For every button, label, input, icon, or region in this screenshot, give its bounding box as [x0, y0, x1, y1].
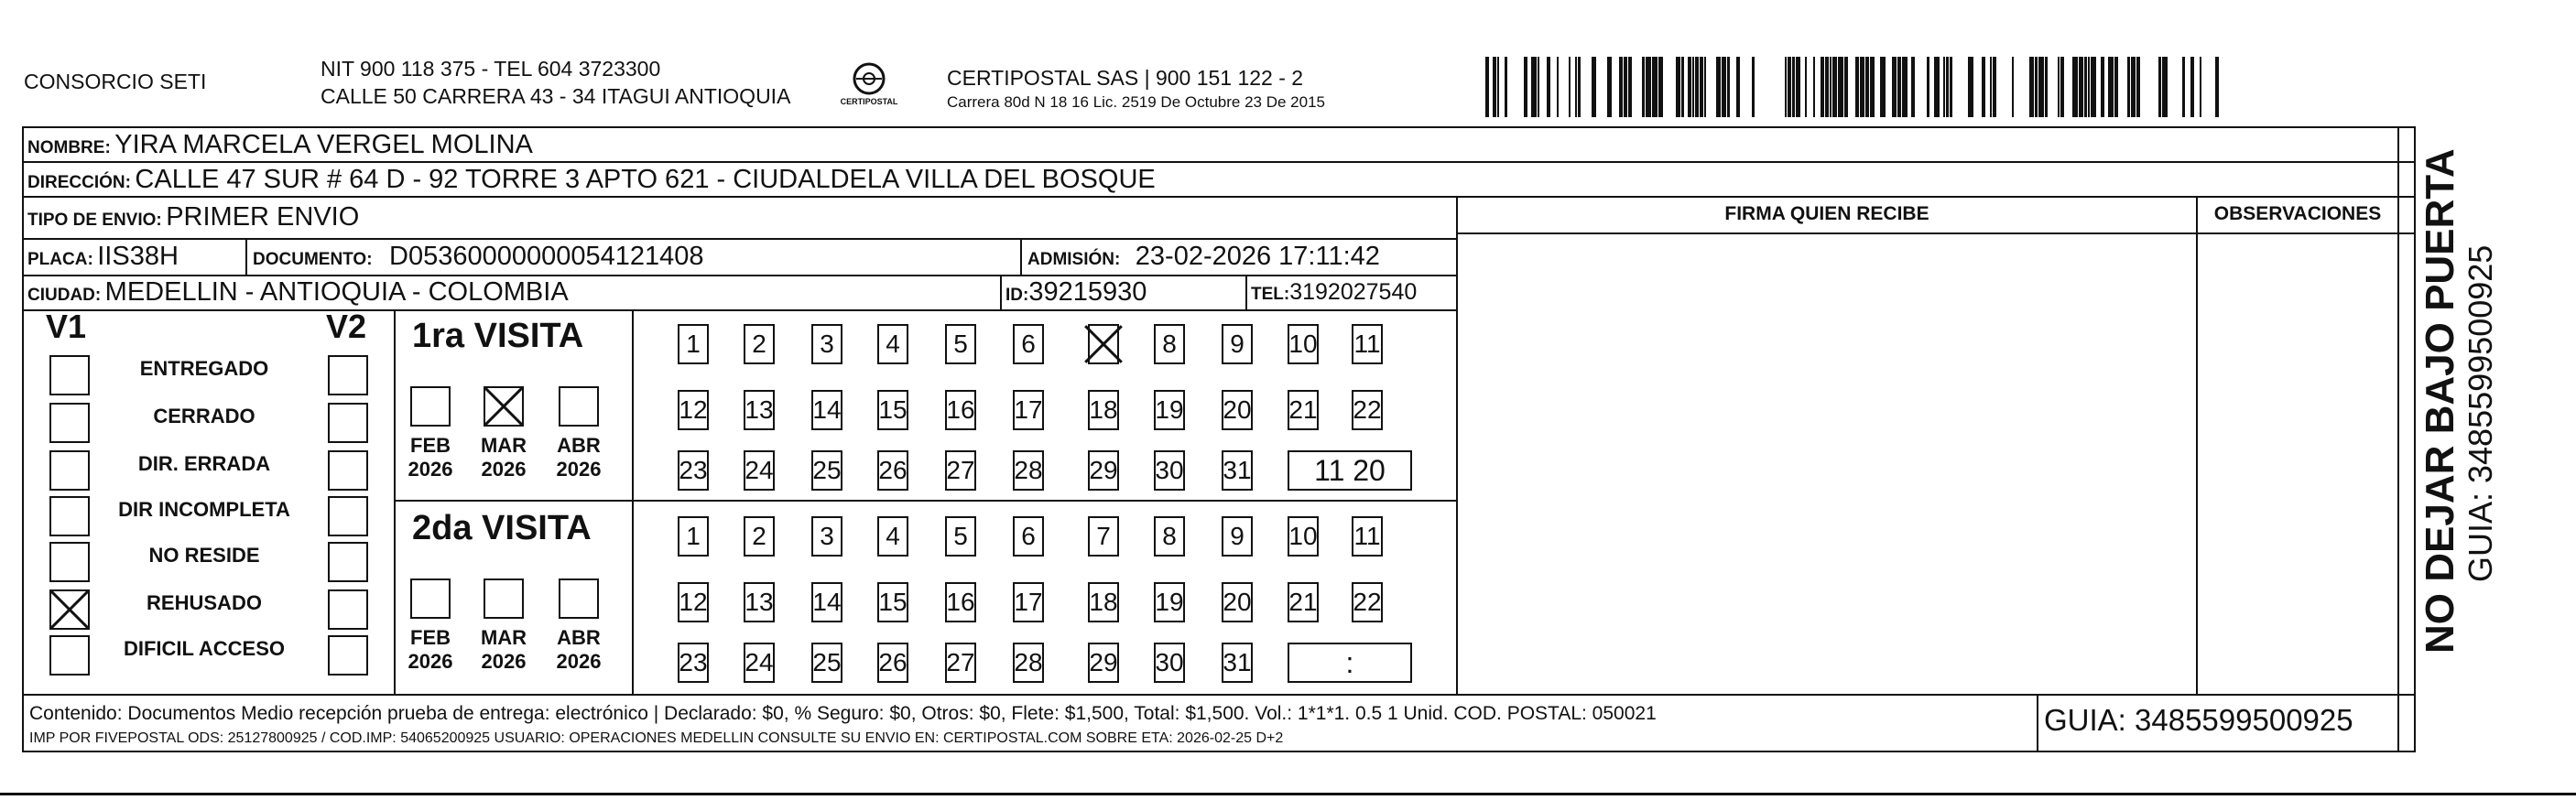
visit-2-day-9[interactable]: 9: [1222, 516, 1253, 557]
visit-1-day-23[interactable]: 23: [678, 450, 709, 491]
visit-2-day-20[interactable]: 20: [1222, 582, 1253, 622]
visit-1-day-5[interactable]: 5: [945, 324, 976, 364]
visit-2-day-2[interactable]: 2: [744, 516, 775, 557]
visit-1-day-29[interactable]: 29: [1088, 450, 1119, 491]
recipient-address: CALLE 47 SUR # 64 D - 92 TORRE 3 APTO 621 - CIUDALDELA VILLA DEL BOSQUE: [135, 165, 1156, 194]
id-value: 39215930: [1028, 277, 1147, 307]
status-label-2: DIR. ERRADA: [137, 452, 271, 475]
month-year: 2026: [481, 650, 527, 673]
visit-2-day-16[interactable]: 16: [945, 582, 976, 622]
visit-1-month-label-0: [401, 434, 460, 481]
visit-2-day-7[interactable]: 7: [1088, 516, 1119, 557]
visit-1-day-3[interactable]: 3: [811, 324, 842, 364]
license-line: Carrera 80d N 18 16 Lic. 2519 De Octubre 23 De 2015: [947, 93, 1325, 111]
visit-1-month-checkbox-2[interactable]: [559, 386, 599, 427]
v2-header: V2: [326, 308, 367, 345]
visit-2-day-15[interactable]: 15: [877, 582, 908, 622]
v1-checkbox-2[interactable]: [49, 450, 90, 491]
v2-checkbox-6[interactable]: [328, 635, 368, 676]
status-label-1: CERRADO: [153, 405, 255, 427]
visit-2-day-14[interactable]: 14: [811, 582, 842, 622]
admision-label: ADMISIÓN:: [1027, 250, 1121, 269]
visit-1-month-label-2: [549, 434, 608, 481]
v2-checkbox-5[interactable]: [328, 589, 368, 630]
visit-2-day-18[interactable]: 18: [1088, 582, 1119, 622]
visit-2-day-31[interactable]: 31: [1222, 643, 1253, 683]
visit-2-day-25[interactable]: 25: [811, 643, 842, 683]
visit-1-day-15[interactable]: 15: [877, 390, 908, 430]
v2-checkbox-1[interactable]: [328, 403, 368, 443]
visit-1-day-25[interactable]: 25: [811, 450, 842, 491]
visit-1-title: 1ra VISITA: [412, 317, 584, 355]
visit-2-day-13[interactable]: 13: [744, 582, 775, 622]
visit-1-day-7[interactable]: [1088, 324, 1119, 364]
visit-2-day-28[interactable]: 28: [1013, 643, 1044, 683]
v1-checkbox-1[interactable]: [49, 403, 90, 443]
visit-1-month-checkbox-0[interactable]: [410, 386, 451, 427]
visit-2-month-label-1: [474, 626, 533, 674]
visit-1-day-31[interactable]: 31: [1222, 450, 1253, 491]
visit-1-day-19[interactable]: 19: [1154, 390, 1185, 430]
visit-2-day-17[interactable]: 17: [1013, 582, 1044, 622]
v1-checkbox-6[interactable]: [49, 635, 90, 676]
visit-2-day-5[interactable]: 5: [945, 516, 976, 557]
visit-2-day-27[interactable]: 27: [945, 643, 976, 683]
status-label-4: NO RESIDE: [148, 544, 260, 567]
visit-2-day-8[interactable]: 8: [1154, 516, 1185, 557]
month-name: FEB: [410, 434, 451, 457]
visit-1-day-21[interactable]: 21: [1288, 390, 1319, 430]
documento-value: D05360000000054121408: [389, 242, 704, 271]
side-warning: NO DEJAR BAJO PUERTA: [2418, 148, 2462, 654]
visit-1-day-9[interactable]: 9: [1222, 324, 1253, 364]
visit-1-day-28[interactable]: 28: [1013, 450, 1044, 491]
visit-2-day-21[interactable]: 21: [1288, 582, 1319, 622]
month-name: ABR: [557, 626, 601, 649]
status-label-3: DIR INCOMPLETA: [118, 498, 290, 521]
v1-checkbox-4[interactable]: [49, 542, 90, 582]
visit-1-day-11[interactable]: 11: [1352, 324, 1383, 364]
visit-1-day-27[interactable]: 27: [945, 450, 976, 491]
visit-2-day-30[interactable]: 30: [1154, 643, 1185, 683]
observaciones-header: OBSERVACIONES: [2213, 203, 2382, 224]
tipo-envio-label: TIPO DE ENVIO:: [27, 211, 162, 230]
visit-1-day-2[interactable]: 2: [744, 324, 775, 364]
direccion-label: DIRECCIÓN:: [27, 173, 131, 192]
v1-checkbox-0[interactable]: [49, 355, 90, 395]
placa-value: IIS38H: [97, 242, 179, 271]
status-label-5: REHUSADO: [147, 591, 262, 614]
observations-area[interactable]: [2200, 236, 2396, 692]
visit-1-day-1[interactable]: 1: [678, 324, 709, 364]
id-label: ID:: [1005, 286, 1029, 305]
visit-1-day-16[interactable]: 16: [945, 390, 976, 430]
bottom-rule: [0, 793, 2576, 795]
status-label-6: DIFICIL ACCESO: [123, 637, 285, 660]
month-year: 2026: [556, 650, 602, 673]
visit-2-month-label-2: [549, 626, 608, 674]
visit-2-month-label-0: [401, 626, 460, 674]
visit-1-day-18[interactable]: 18: [1088, 390, 1119, 430]
visit-1-day-26[interactable]: 26: [877, 450, 908, 491]
v1-header: V1: [46, 308, 87, 345]
visit-1-month-label-1: [474, 434, 533, 481]
visit-2-day-23[interactable]: 23: [678, 643, 709, 683]
visit-2-month-checkbox-2[interactable]: [559, 578, 599, 619]
visit-2-day-4[interactable]: 4: [877, 516, 908, 557]
visit-2-day-6[interactable]: 6: [1013, 516, 1044, 557]
month-name: ABR: [557, 434, 601, 457]
visit-1-day-8[interactable]: 8: [1154, 324, 1185, 364]
contenido-line: Contenido: Documentos Medio recepción prueba de entrega: electrónico | Declarado: $0, % Seguro: $0, Otros: $0, Flete: $1,500, Total: $1,500. Vol.: 1*1*1. 0.5 1 Unid. COD. POSTAL: 050021: [29, 703, 1657, 724]
tel-label: TEL:: [1251, 285, 1290, 304]
visit-2-month-checkbox-0[interactable]: [410, 578, 451, 619]
visit-2-day-1[interactable]: 1: [678, 516, 709, 557]
nit-line: NIT 900 118 375 - TEL 604 3723300: [321, 57, 661, 81]
visit-2-day-29[interactable]: 29: [1088, 643, 1119, 683]
visit-2-day-24[interactable]: 24: [744, 643, 775, 683]
ciudad-label: CIUDAD:: [27, 286, 102, 305]
visit-1-day-20[interactable]: 20: [1222, 390, 1253, 430]
status-label-0: ENTREGADO: [139, 357, 269, 380]
tel-value: 3192027540: [1289, 279, 1418, 305]
visit-2-day-11[interactable]: 11: [1352, 516, 1383, 557]
visit-1-day-22[interactable]: 22: [1352, 390, 1383, 430]
v2-checkbox-0[interactable]: [328, 355, 368, 395]
visit-1-day-24[interactable]: 24: [744, 450, 775, 491]
visit-2-day-19[interactable]: 19: [1154, 582, 1185, 622]
v2-checkbox-4[interactable]: [328, 542, 368, 582]
recipient-name: YIRA MARCELA VERGEL MOLINA: [114, 130, 533, 159]
visit-1-day-6[interactable]: 6: [1013, 324, 1044, 364]
month-name: MAR: [480, 434, 527, 457]
sender-address: CALLE 50 CARRERA 43 - 34 ITAGUI ANTIOQUIA: [321, 84, 791, 108]
visit-2-day-10[interactable]: 10: [1288, 516, 1319, 557]
v1-checkbox-3[interactable]: [49, 496, 90, 536]
visit-1-day-13[interactable]: 13: [744, 390, 775, 430]
placa-label: PLACA:: [27, 250, 93, 269]
visit-2-day-12[interactable]: 12: [678, 582, 709, 622]
visit-2-day-26[interactable]: 26: [877, 643, 908, 683]
visit-1-day-17[interactable]: 17: [1013, 390, 1044, 430]
month-name: MAR: [480, 626, 527, 649]
ciudad-value: MEDELLIN - ANTIOQUIA - COLOMBIA: [104, 277, 569, 307]
visit-1-day-12[interactable]: 12: [678, 390, 709, 430]
side-guia: GUIA: 3485599500925: [2462, 244, 2499, 582]
barcode: [1485, 57, 2223, 117]
visit-1-day-4[interactable]: 4: [877, 324, 908, 364]
logo-text: CERTIPOSTAL: [840, 97, 898, 106]
visit-1-day-14[interactable]: 14: [811, 390, 842, 430]
month-year: 2026: [481, 458, 527, 481]
visit-2-day-3[interactable]: 3: [811, 516, 842, 557]
visit-2-time-box[interactable]: :: [1288, 643, 1412, 683]
month-year: 2026: [408, 458, 453, 481]
visit-2-title: 2da VISITA: [412, 509, 592, 547]
admision-value: 23-02-2026 17:11:42: [1135, 242, 1380, 271]
visit-2-month-checkbox-1[interactable]: [484, 578, 524, 619]
visit-1-time-box[interactable]: 11 20: [1288, 450, 1412, 491]
month-year: 2026: [408, 650, 453, 673]
company-name: CONSORCIO SETI: [24, 70, 207, 93]
documento-label: DOCUMENTO:: [253, 250, 373, 269]
imp-line: IMP POR FIVEPOSTAL ODS: 25127800925 / COD.IMP: 54065200925 USUARIO: OPERACIONES MEDELLIN CONSULTE SU ENVIO EN: CERTIPOSTAL.COM SOBRE ETA: 2026-02-25 D+2: [29, 730, 1284, 746]
firma-header: FIRMA QUIEN RECIBE: [1724, 203, 1929, 224]
month-name: FEB: [410, 626, 451, 649]
visit-1-day-10[interactable]: 10: [1288, 324, 1319, 364]
signature-area[interactable]: [1460, 236, 2194, 692]
month-year: 2026: [556, 458, 602, 481]
visit-1-month-checkbox-1[interactable]: [484, 386, 524, 427]
v2-checkbox-3[interactable]: [328, 496, 368, 536]
visit-1-day-30[interactable]: 30: [1154, 450, 1185, 491]
v2-checkbox-2[interactable]: [328, 450, 368, 491]
visit-2-day-22[interactable]: 22: [1352, 582, 1383, 622]
tipo-envio: PRIMER ENVIO: [166, 202, 360, 232]
nombre-label: NOMBRE:: [27, 138, 111, 157]
footer-guia: GUIA: 3485599500925: [2044, 703, 2353, 737]
certipostal-logo: [828, 60, 910, 112]
certipostal-line: CERTIPOSTAL SAS | 900 151 122 - 2: [947, 66, 1304, 90]
v1-checkbox-5[interactable]: [49, 589, 90, 630]
